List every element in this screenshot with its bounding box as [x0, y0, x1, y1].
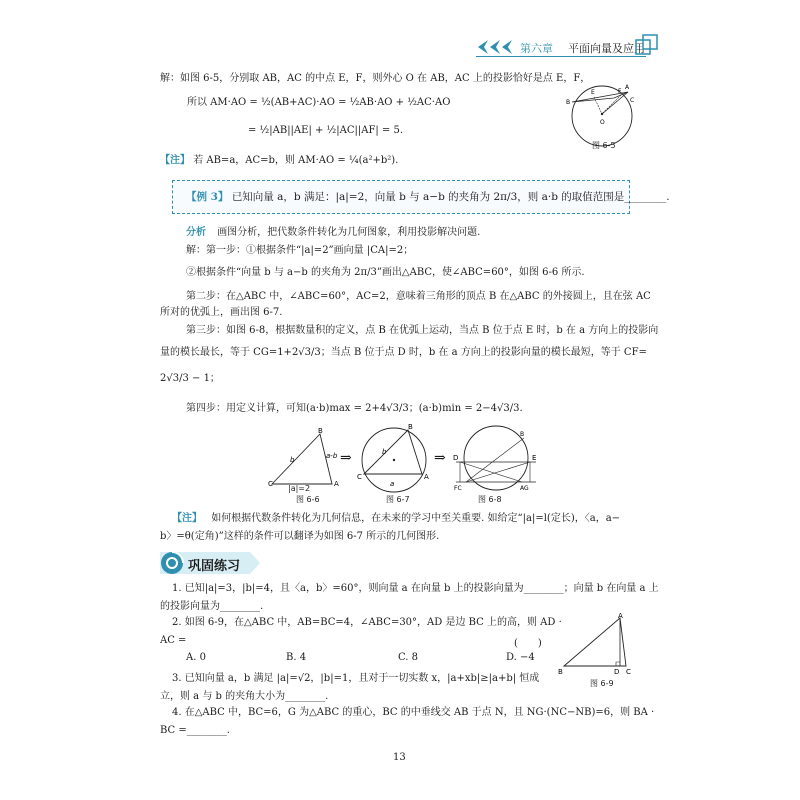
option-b: B. 4	[286, 652, 307, 663]
note-1-text: 若 AB=a，AC=b，则 AM·AO = ¼(a²+b²).	[193, 155, 399, 166]
note-2-label: 【注】	[172, 513, 202, 524]
page-header	[440, 38, 660, 56]
section-badge-icon	[160, 551, 184, 575]
svg-text:A: A	[618, 612, 623, 620]
page-number: 13	[393, 752, 406, 763]
svg-text:C: C	[630, 97, 635, 104]
solution-line-1: 解：如图 6-5，分别取 AB，AC 的中点 E，F，则外心 O 在 AB，AC 上的投影恰好是点 E，F，	[160, 73, 591, 84]
section-title: 巩固练习	[188, 559, 241, 574]
step-4: 第四步：用定义计算，可知(a·b)max = 2+4√3/3；(a·b)min = 2−4√3/3.	[186, 403, 523, 414]
example-3-text: 已知向量 a，b 满足：|a|=2，向量 b 与 a−b 的夹角为 2π/3，则 a·b 的取值范围是________.	[231, 191, 670, 203]
figure-6-5-caption: 图 6-5	[592, 141, 616, 150]
exercise-4b: BC =________.	[160, 725, 230, 736]
option-c: C. 8	[398, 652, 419, 663]
svg-text:B: B	[408, 424, 413, 431]
solution-line-3: = ½|AB||AE| + ½|AC||AF| = 5.	[248, 125, 404, 136]
section-header	[160, 548, 264, 576]
note-2-line-1	[172, 512, 620, 526]
exercise-3a: 3. 已知向量 a，b 满足 |a|=√2，|b|=1，且对于一切实数 x，|a+xb|≥|a+b| 恒成	[172, 673, 540, 684]
svg-text:E: E	[591, 89, 595, 96]
svg-text:B: B	[566, 99, 571, 106]
figure-6-7	[356, 424, 436, 494]
figure-6-9-caption: 图 6-9	[590, 679, 614, 688]
figure-6-6-caption: 图 6-6	[296, 495, 320, 504]
exercise-1b: 的投影向量为________.	[160, 601, 264, 612]
note-2-text-1: 如何根据代数条件转化为几何信息，在未来的学习中至关重要. 如给定“|a|=l(定长)，〈a，a−	[211, 513, 621, 524]
svg-text:D: D	[453, 454, 459, 462]
exercise-2-options	[186, 652, 546, 666]
solution-line-2: 所以 AM·AO = ½(AB+AC)·AO = ½AB·AO + ½AC·AO	[187, 97, 451, 108]
svg-text:B: B	[558, 668, 563, 676]
svg-text:O: O	[600, 119, 605, 126]
step-3b: 量的模长最长，等于 CG=1+2√3/3；当点 B 位于点 D 时，b 在 a 方向上的投影向量的模长最短，等于 CF=	[160, 347, 647, 358]
exercise-4a: 4. 在△ABC 中，BC=6，G 为△ABC 的重心，BC 的中垂线交 AB 于点 N，且 NG·(NC−NB)=6，则 BA ·	[172, 707, 655, 718]
figure-6-9	[556, 612, 640, 678]
analysis-label: 分析	[186, 227, 206, 238]
step-1b: ②根据条件“向量 b 与 a−b 的夹角为 2π/3”画出△ABC，使∠ABC=60°，如图 6-6 所示.	[186, 267, 585, 278]
exercise-1a: 1. 已知|a|=3，|b|=4，且〈a，b〉=60°，则向量 a 在向量 b 上的投影向量为________；向量 b 在向量 a 上	[172, 583, 659, 594]
exercise-2a: 2. 如图 6-9，在△ABC 中，AB=BC=4，∠ABC=30°，AD 是边 BC 上的高，则 AD ·	[172, 617, 562, 628]
header-squares-icon	[634, 34, 660, 60]
step-3c: 2√3/3 − 1；	[160, 373, 220, 384]
svg-text:b: b	[290, 456, 295, 464]
step-2b: 所对的优弧上，画出图 6-7.	[160, 307, 283, 318]
note-2-line-2: b〉=θ(定角)”这样的条件可以翻译为如图 6-7 所示的几何图形.	[160, 531, 440, 542]
chapter-title: 平面向量及应用	[568, 42, 645, 55]
svg-text:C: C	[626, 668, 631, 676]
example-3-label: 【例 3】	[186, 191, 229, 203]
figure-6-6-label: |a|=2	[288, 484, 311, 493]
svg-text:F: F	[618, 88, 622, 95]
figure-6-8-caption: 图 6-8	[478, 495, 502, 504]
figure-6-6	[268, 428, 348, 492]
svg-text:a-b: a-b	[326, 452, 338, 460]
option-d: D. −4	[506, 652, 535, 663]
step-1: 解：第一步：①根据条件“|a|=2”画向量 |CA|=2；	[186, 245, 414, 256]
svg-text:b: b	[382, 448, 387, 456]
header-rule	[476, 56, 646, 57]
arrow-2-icon: ⇒	[434, 450, 446, 466]
analysis-line	[186, 226, 480, 240]
exercise-2b: AC =	[160, 635, 187, 646]
header-arrows-icon	[478, 40, 518, 54]
svg-text:FC: FC	[454, 485, 462, 492]
step-3a: 第三步：如图 6-8，根据数量积的定义，点 B 在优弧上运动，当点 B 位于点 E 时，b 在 a 方向上的投影向	[186, 325, 659, 336]
chapter-label: 第六章	[520, 42, 553, 55]
svg-text:C: C	[268, 480, 273, 488]
note-1-label: 【注】	[160, 155, 190, 166]
svg-text:D: D	[614, 668, 620, 676]
example-3	[186, 190, 670, 204]
svg-text:B: B	[520, 431, 525, 438]
figure-6-7-caption: 图 6-7	[386, 495, 410, 504]
svg-text:B: B	[318, 428, 323, 435]
arrow-1-icon: ⇒	[340, 450, 352, 466]
exercise-3b: 立，则 a 与 b 的夹角大小为________.	[160, 691, 329, 702]
analysis-text: 画图分析，把代数条件转化为几何图象，利用投影解决问题.	[217, 227, 481, 238]
exercise-2-paren: ( )	[514, 638, 542, 649]
svg-text:C: C	[357, 473, 362, 481]
svg-text:A: A	[625, 84, 630, 91]
figure-6-8	[450, 422, 542, 494]
step-2a: 第二步：在△ABC 中，∠ABC=60°，AC=2，意味着三角形的顶点 B 在△ABC 的外接圆上，且在弦 AC	[186, 291, 651, 302]
svg-text:A: A	[424, 473, 429, 481]
option-a: A. 0	[186, 652, 206, 663]
svg-text:A: A	[334, 480, 339, 488]
svg-text:AG: AG	[520, 485, 529, 492]
svg-text:E: E	[532, 454, 537, 462]
note-1	[160, 154, 398, 168]
svg-text:a: a	[390, 480, 395, 488]
